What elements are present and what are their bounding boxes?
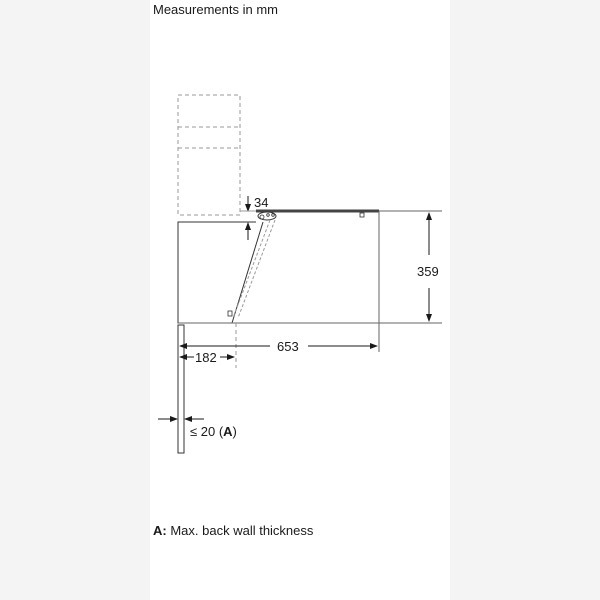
legend-text: Max. back wall thickness [170, 523, 314, 538]
hood-body [178, 222, 413, 323]
dim-label-34: 34 [254, 195, 269, 210]
glass-panel [228, 211, 379, 368]
dim-label-182: 182 [195, 350, 217, 365]
dim-label-wall-thickness: ≤ 20 (A) [190, 424, 237, 439]
legend [153, 523, 313, 538]
back-wall [178, 325, 184, 453]
chimney-outline [178, 95, 240, 215]
legend-key: A: [153, 523, 167, 538]
page-title: Measurements in mm [153, 2, 278, 17]
dim-label-359: 359 [417, 264, 439, 279]
dim-label-653: 653 [277, 339, 299, 354]
